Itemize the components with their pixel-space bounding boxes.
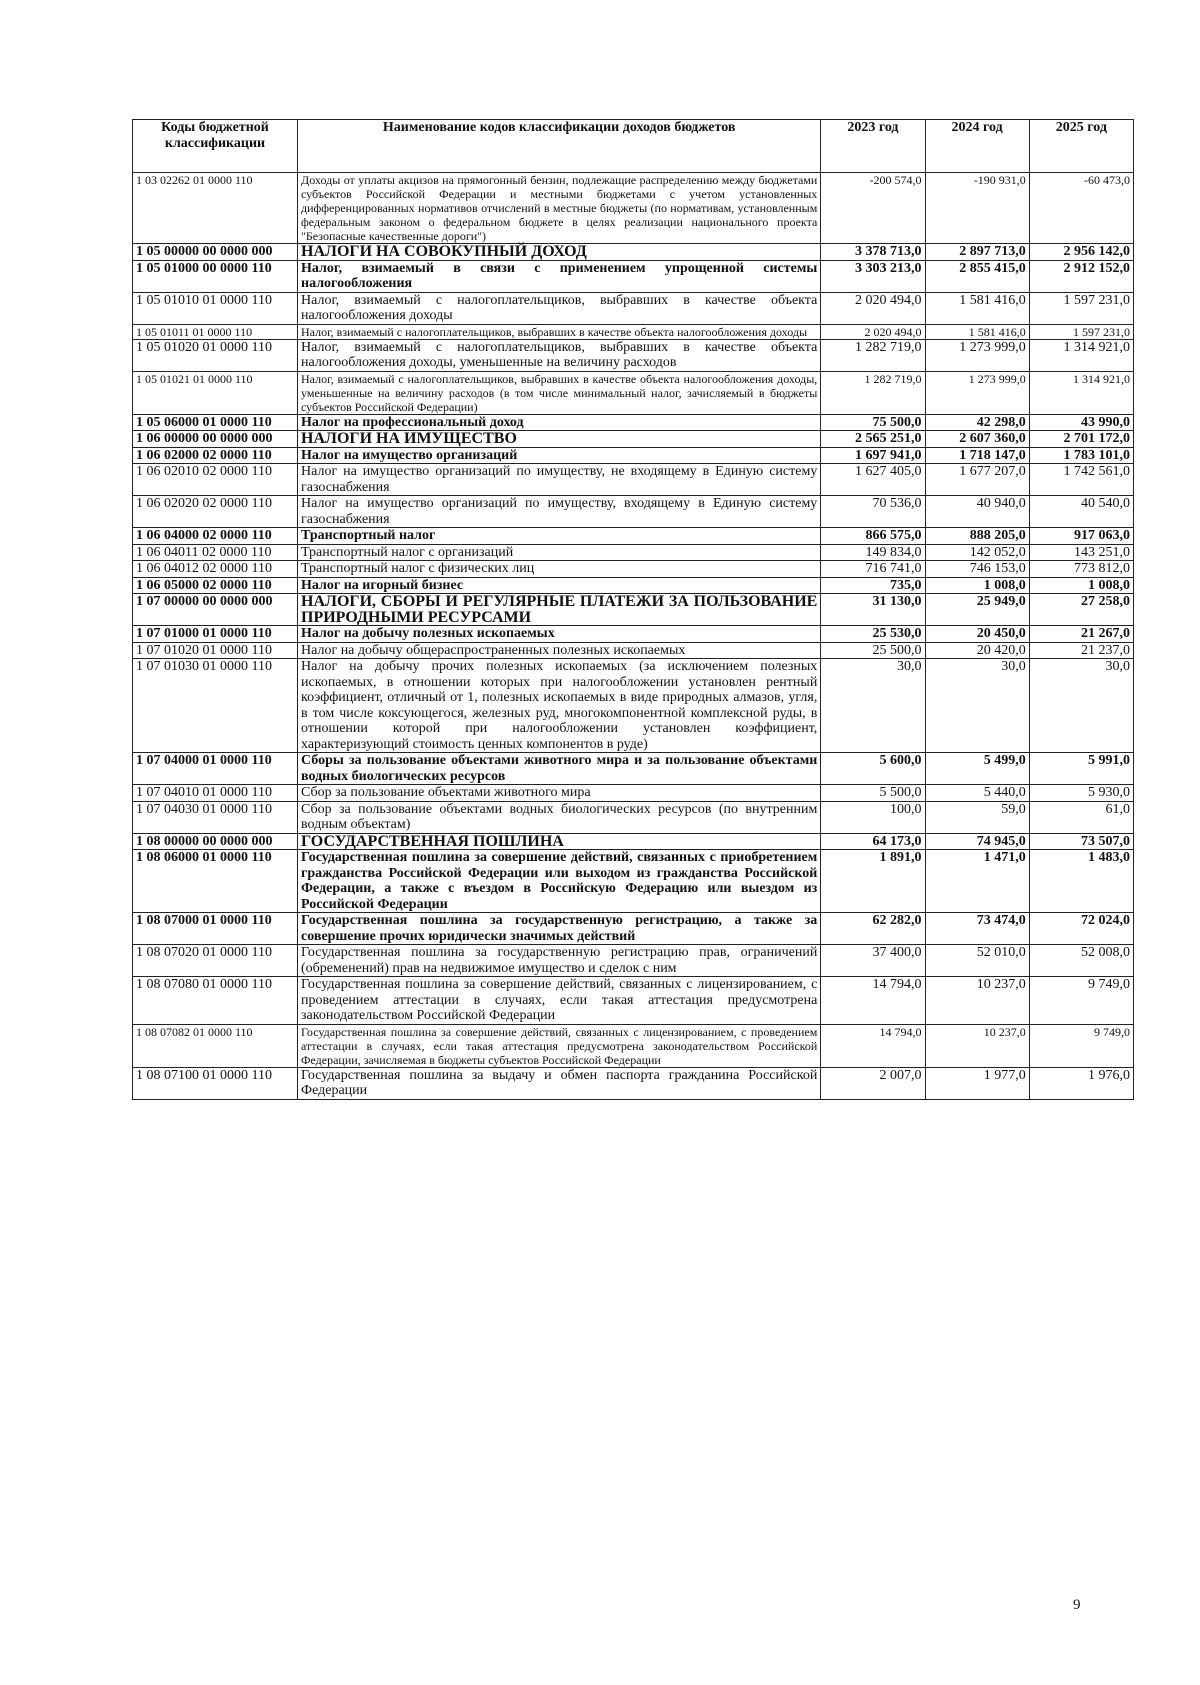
table-body (133, 173, 1134, 1100)
table-row (133, 324, 1134, 339)
row-name: Государственная пошлина за выдачу и обмен паспорта гражданина Российской Федерации (298, 1067, 821, 1099)
row-value-2025: 1 597 231,0 (1029, 292, 1133, 324)
row-name: Сбор за пользование объектами животного мира (298, 785, 821, 802)
row-value-2023: 5 500,0 (821, 785, 925, 802)
row-name: Налог на профессиональный доход (298, 414, 821, 431)
table-row (133, 244, 1134, 261)
row-value-2024: 1 581 416,0 (925, 324, 1029, 339)
row-code: 1 06 00000 00 0000 000 (133, 431, 298, 448)
row-code: 1 07 04010 01 0000 110 (133, 785, 298, 802)
row-code: 1 08 07082 01 0000 110 (133, 1024, 298, 1067)
row-value-2025: 52 008,0 (1029, 945, 1133, 977)
row-value-2023: 37 400,0 (821, 945, 925, 977)
row-value-2025: 27 258,0 (1029, 594, 1133, 626)
table-row (133, 447, 1134, 464)
row-name: Налог на добычу прочих полезных ископаемых (за исключением полезных ископаемых, в отношении которых при налогообложении установлен рентный коэффициент, отличный от 1, полезных ископаемых в виде природных алмазов, угля, в том числе коксующегося, железных руд, многокомпонентной комплексной руды, в отношении которой при налогообложении установлен коэффициент, характеризующий стоимость ценных компонентов в руде) (298, 659, 821, 753)
row-value-2025: 1 976,0 (1029, 1067, 1133, 1099)
row-value-2025: 1 742 561,0 (1029, 464, 1133, 496)
header-2025: 2025 год (1029, 120, 1133, 173)
row-value-2023: 1 282 719,0 (821, 371, 925, 414)
row-value-2023: 5 600,0 (821, 753, 925, 785)
row-name: Сборы за пользование объектами животного мира и за пользование объектами водных биологических ресурсов (298, 753, 821, 785)
row-name: Налог на добычу полезных ископаемых (298, 626, 821, 643)
row-value-2025: 1 314 921,0 (1029, 339, 1133, 371)
row-code: 1 05 00000 00 0000 000 (133, 244, 298, 261)
row-value-2024: 888 205,0 (925, 528, 1029, 545)
row-value-2024: 40 940,0 (925, 496, 1029, 528)
row-value-2024: 20 450,0 (925, 626, 1029, 643)
row-value-2024: 10 237,0 (925, 1024, 1029, 1067)
row-value-2024: 10 237,0 (925, 977, 1029, 1025)
row-value-2023: 2 020 494,0 (821, 292, 925, 324)
row-value-2023: 149 834,0 (821, 544, 925, 561)
row-code: 1 06 02010 02 0000 110 (133, 464, 298, 496)
row-value-2023: 866 575,0 (821, 528, 925, 545)
row-value-2023: 70 536,0 (821, 496, 925, 528)
table-row (133, 173, 1134, 244)
row-value-2024: 25 949,0 (925, 594, 1029, 626)
row-name: Налог на имущество организаций (298, 447, 821, 464)
row-value-2025: 61,0 (1029, 801, 1133, 833)
row-code: 1 07 01000 01 0000 110 (133, 626, 298, 643)
row-value-2025: 9 749,0 (1029, 1024, 1133, 1067)
table-row (133, 260, 1134, 292)
table-row (133, 292, 1134, 324)
row-name: Государственная пошлина за совершение действий, связанных с лицензированием, с проведением аттестации в случаях, если такая аттестация предусмотрена законодательством Российской Федерации (298, 977, 821, 1025)
table-row (133, 496, 1134, 528)
row-name: Налог на игорный бизнес (298, 577, 821, 594)
row-name: Сбор за пользование объектами водных биологических ресурсов (по внутренним водным объектам) (298, 801, 821, 833)
row-code: 1 07 00000 00 0000 000 (133, 594, 298, 626)
row-code: 1 06 04011 02 0000 110 (133, 544, 298, 561)
row-value-2024: -190 931,0 (925, 173, 1029, 244)
row-code: 1 07 04030 01 0000 110 (133, 801, 298, 833)
row-value-2023: 25 500,0 (821, 642, 925, 659)
table-row (133, 371, 1134, 414)
row-value-2025: 9 749,0 (1029, 977, 1133, 1025)
row-value-2024: 1 471,0 (925, 850, 1029, 913)
row-name: Транспортный налог с физических лиц (298, 561, 821, 578)
row-value-2023: -200 574,0 (821, 173, 925, 244)
row-name: Налог, взимаемый с налогоплательщиков, выбравших в качестве объекта налогообложения доходы (298, 324, 821, 339)
table-row (133, 785, 1134, 802)
row-name: НАЛОГИ, СБОРЫ И РЕГУЛЯРНЫЕ ПЛАТЕЖИ ЗА ПОЛЬЗОВАНИЕ ПРИРОДНЫМИ РЕСУРСАМИ (298, 594, 821, 626)
row-code: 1 08 07020 01 0000 110 (133, 945, 298, 977)
row-code: 1 08 06000 01 0000 110 (133, 850, 298, 913)
row-value-2024: 1 718 147,0 (925, 447, 1029, 464)
row-code: 1 07 01030 01 0000 110 (133, 659, 298, 753)
row-value-2023: 14 794,0 (821, 977, 925, 1025)
row-value-2024: 2 897 713,0 (925, 244, 1029, 261)
row-code: 1 08 07100 01 0000 110 (133, 1067, 298, 1099)
row-value-2024: 1 581 416,0 (925, 292, 1029, 324)
table-row (133, 339, 1134, 371)
row-code: 1 05 01021 01 0000 110 (133, 371, 298, 414)
row-value-2023: 62 282,0 (821, 913, 925, 945)
row-name: Государственная пошлина за совершение действий, связанных с приобретением гражданства Российской Федерации или выходом из гражданства Российской Федерации, а также с въездом в Российскую Федерацию или выездом из Российской Федерации (298, 850, 821, 913)
row-value-2025: 30,0 (1029, 659, 1133, 753)
row-code: 1 06 04000 02 0000 110 (133, 528, 298, 545)
row-code: 1 05 01000 00 0000 110 (133, 260, 298, 292)
table-row (133, 544, 1134, 561)
row-name: Налог на добычу общераспространенных полезных ископаемых (298, 642, 821, 659)
row-value-2025: 5 991,0 (1029, 753, 1133, 785)
row-value-2023: 30,0 (821, 659, 925, 753)
row-value-2024: 142 052,0 (925, 544, 1029, 561)
row-value-2024: 1 273 999,0 (925, 339, 1029, 371)
row-code: 1 05 01020 01 0000 110 (133, 339, 298, 371)
table-header-row (133, 120, 1134, 173)
row-value-2023: 1 627 405,0 (821, 464, 925, 496)
row-name: Государственная пошлина за государственную регистрацию прав, ограничений (обременений) прав на недвижимое имущество и сделок с ним (298, 945, 821, 977)
row-name: Налог на имущество организаций по имуществу, не входящему в Единую систему газоснабжения (298, 464, 821, 496)
row-code: 1 05 01011 01 0000 110 (133, 324, 298, 339)
row-code: 1 03 02262 01 0000 110 (133, 173, 298, 244)
table-row (133, 850, 1134, 913)
row-value-2025: 1 783 101,0 (1029, 447, 1133, 464)
row-value-2023: 3 378 713,0 (821, 244, 925, 261)
table-row (133, 431, 1134, 448)
row-code: 1 06 02020 02 0000 110 (133, 496, 298, 528)
table-row (133, 801, 1134, 833)
header-2023: 2023 год (821, 120, 925, 173)
row-name: Государственная пошлина за государственную регистрацию, а также за совершение прочих юридически значимых действий (298, 913, 821, 945)
row-value-2024: 5 499,0 (925, 753, 1029, 785)
row-code: 1 06 02000 02 0000 110 (133, 447, 298, 464)
page-number: 9 (1073, 1597, 1081, 1613)
row-code: 1 07 04000 01 0000 110 (133, 753, 298, 785)
table-row (133, 945, 1134, 977)
table-row (133, 1067, 1134, 1099)
row-code: 1 05 06000 01 0000 110 (133, 414, 298, 431)
row-name: НАЛОГИ НА ИМУЩЕСТВО (298, 431, 821, 448)
row-value-2024: 1 273 999,0 (925, 371, 1029, 414)
row-value-2024: 73 474,0 (925, 913, 1029, 945)
row-value-2023: 2 565 251,0 (821, 431, 925, 448)
header-2024: 2024 год (925, 120, 1029, 173)
table-row (133, 753, 1134, 785)
row-code: 1 05 01010 01 0000 110 (133, 292, 298, 324)
row-value-2025: 43 990,0 (1029, 414, 1133, 431)
table-row (133, 642, 1134, 659)
table-row (133, 913, 1134, 945)
row-value-2025: 2 912 152,0 (1029, 260, 1133, 292)
table-row (133, 594, 1134, 626)
row-code: 1 08 00000 00 0000 000 (133, 833, 298, 850)
row-value-2025: 40 540,0 (1029, 496, 1133, 528)
row-value-2023: 25 530,0 (821, 626, 925, 643)
row-value-2025: 143 251,0 (1029, 544, 1133, 561)
row-value-2023: 716 741,0 (821, 561, 925, 578)
row-value-2024: 1 008,0 (925, 577, 1029, 594)
row-value-2024: 1 977,0 (925, 1067, 1029, 1099)
row-name: НАЛОГИ НА СОВОКУПНЫЙ ДОХОД (298, 244, 821, 261)
row-value-2025: 5 930,0 (1029, 785, 1133, 802)
table-row (133, 833, 1134, 850)
row-value-2023: 1 282 719,0 (821, 339, 925, 371)
row-value-2023: 1 891,0 (821, 850, 925, 913)
row-value-2024: 59,0 (925, 801, 1029, 833)
row-value-2023: 64 173,0 (821, 833, 925, 850)
table-row (133, 561, 1134, 578)
table-row (133, 528, 1134, 545)
row-name: Налог, взимаемый с налогоплательщиков, выбравших в качестве объекта налогообложения доходы (298, 292, 821, 324)
table-row (133, 1024, 1134, 1067)
row-value-2025: 73 507,0 (1029, 833, 1133, 850)
row-value-2024: 2 607 360,0 (925, 431, 1029, 448)
row-value-2023: 1 697 941,0 (821, 447, 925, 464)
row-name: Транспортный налог с организаций (298, 544, 821, 561)
row-value-2025: 21 267,0 (1029, 626, 1133, 643)
row-value-2025: 1 008,0 (1029, 577, 1133, 594)
row-value-2025: 1 314 921,0 (1029, 371, 1133, 414)
row-value-2025: 917 063,0 (1029, 528, 1133, 545)
row-code: 1 06 04012 02 0000 110 (133, 561, 298, 578)
row-value-2023: 735,0 (821, 577, 925, 594)
row-value-2024: 42 298,0 (925, 414, 1029, 431)
row-name: Налог на имущество организаций по имуществу, входящему в Единую систему газоснабжения (298, 496, 821, 528)
table-row (133, 659, 1134, 753)
table-row (133, 464, 1134, 496)
row-value-2025: 2 701 172,0 (1029, 431, 1133, 448)
row-value-2023: 75 500,0 (821, 414, 925, 431)
row-value-2024: 1 677 207,0 (925, 464, 1029, 496)
row-name: Налог, взимаемый с налогоплательщиков, выбравших в качестве объекта налогообложения доходы, уменьшенные на величину расходов (298, 339, 821, 371)
row-name: Налог, взимаемый в связи с применением упрощенной системы налогообложения (298, 260, 821, 292)
row-value-2024: 74 945,0 (925, 833, 1029, 850)
row-code: 1 07 01020 01 0000 110 (133, 642, 298, 659)
budget-revenue-table (132, 119, 1134, 1100)
row-name: ГОСУДАРСТВЕННАЯ ПОШЛИНА (298, 833, 821, 850)
row-value-2024: 30,0 (925, 659, 1029, 753)
row-value-2025: 773 812,0 (1029, 561, 1133, 578)
row-code: 1 08 07000 01 0000 110 (133, 913, 298, 945)
row-name: Доходы от уплаты акцизов на прямогонный бензин, подлежащие распределению между бюджетами субъектов Российской Федерации и местными бюджетами с учетом установленных дифференцированных нормативов отчислений в местные бюджеты (по нормативам, установленным федеральным законом о федеральном бюджете в целях реализации национального проекта "Безопасные качественные дороги") (298, 173, 821, 244)
row-value-2025: -60 473,0 (1029, 173, 1133, 244)
table-row (133, 977, 1134, 1025)
row-value-2024: 52 010,0 (925, 945, 1029, 977)
row-value-2024: 5 440,0 (925, 785, 1029, 802)
row-value-2023: 14 794,0 (821, 1024, 925, 1067)
table-row (133, 626, 1134, 643)
row-value-2023: 100,0 (821, 801, 925, 833)
budget-table-container (132, 119, 1134, 1100)
row-value-2025: 72 024,0 (1029, 913, 1133, 945)
header-code: Коды бюджетной классификации (133, 120, 298, 173)
header-name: Наименование кодов классификации доходов бюджетов (298, 120, 821, 173)
row-value-2024: 746 153,0 (925, 561, 1029, 578)
row-value-2024: 20 420,0 (925, 642, 1029, 659)
row-code: 1 06 05000 02 0000 110 (133, 577, 298, 594)
table-row (133, 414, 1134, 431)
row-value-2025: 21 237,0 (1029, 642, 1133, 659)
row-value-2023: 31 130,0 (821, 594, 925, 626)
row-name: Государственная пошлина за совершение действий, связанных с лицензированием, с проведением аттестации в случаях, если такая аттестация предусмотрена законодательством Российской Федерации, зачисляемая в бюджеты субъектов Российской Федерации (298, 1024, 821, 1067)
row-value-2023: 2 020 494,0 (821, 324, 925, 339)
row-value-2025: 1 483,0 (1029, 850, 1133, 913)
row-code: 1 08 07080 01 0000 110 (133, 977, 298, 1025)
table-row (133, 577, 1134, 594)
row-name: Транспортный налог (298, 528, 821, 545)
row-value-2023: 2 007,0 (821, 1067, 925, 1099)
row-value-2025: 1 597 231,0 (1029, 324, 1133, 339)
row-value-2024: 2 855 415,0 (925, 260, 1029, 292)
row-name: Налог, взимаемый с налогоплательщиков, выбравших в качестве объекта налогообложения доходы, уменьшенные на величину расходов (в том числе минимальный налог, зачисляемый в бюджеты субъектов Российской Федерации) (298, 371, 821, 414)
row-value-2025: 2 956 142,0 (1029, 244, 1133, 261)
row-value-2023: 3 303 213,0 (821, 260, 925, 292)
